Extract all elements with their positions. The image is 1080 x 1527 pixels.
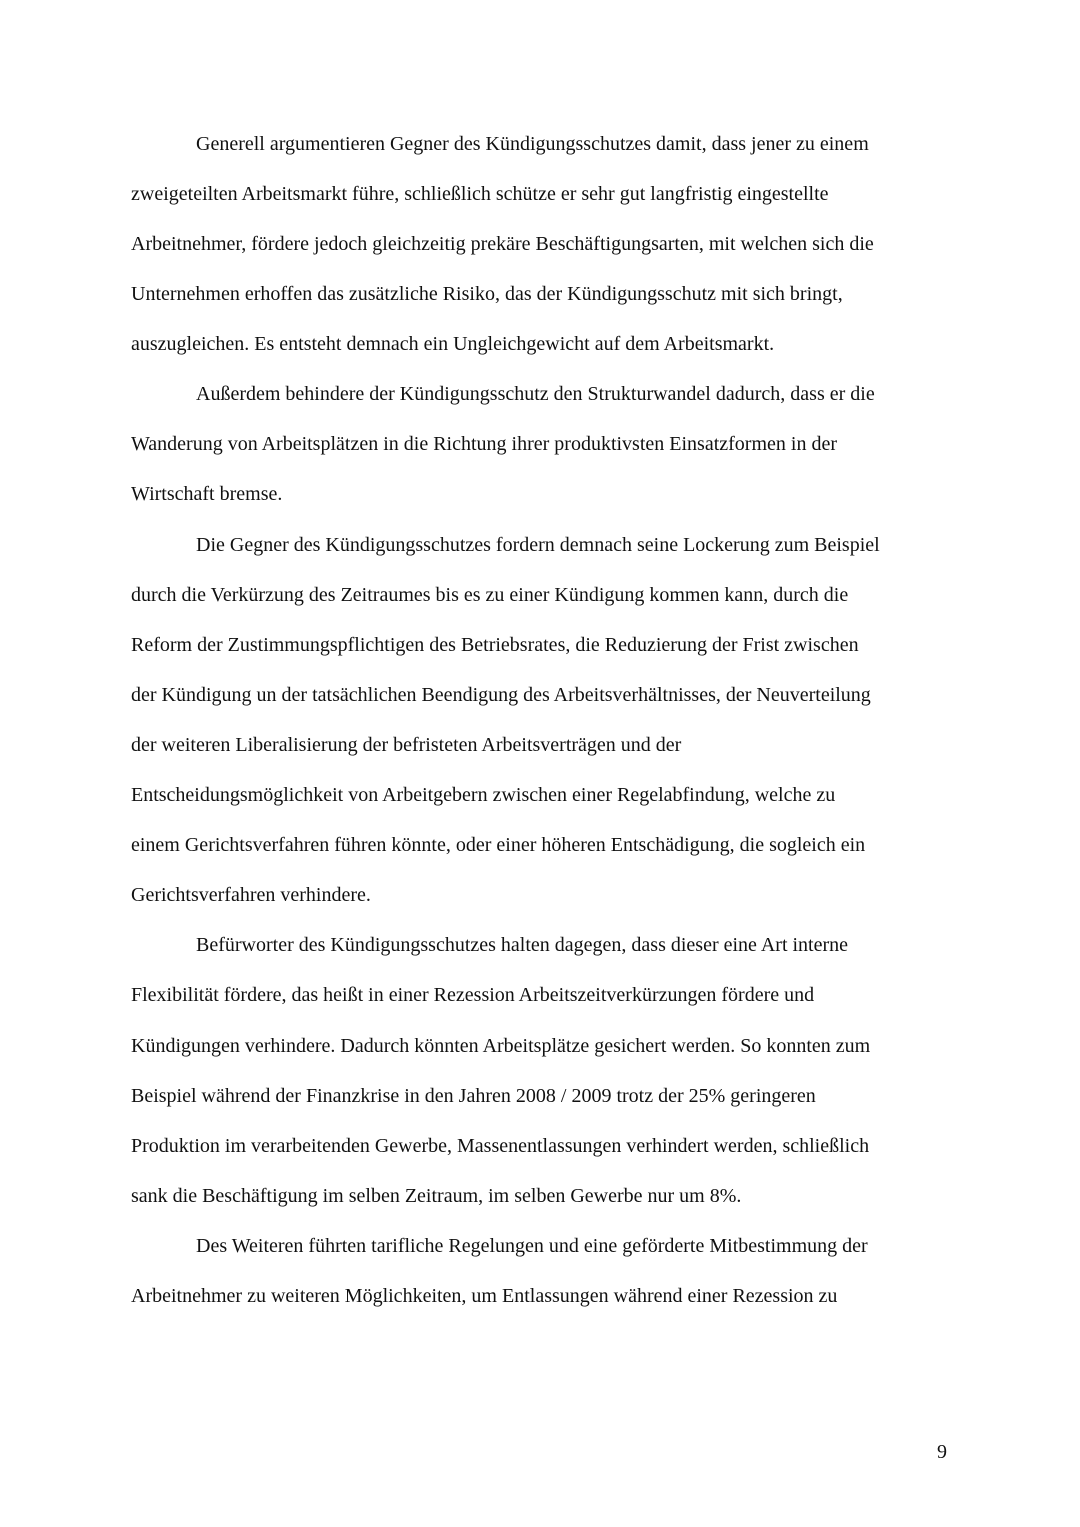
text-line: Wirtschaft bremse.	[131, 483, 283, 505]
text-line: Befürworter des Kündigungsschutzes halten dagegen, dass dieser eine Art interne	[196, 934, 849, 956]
text-line: sank die Beschäftigung im selben Zeitraum, im selben Gewerbe nur um 8%.	[131, 1185, 742, 1207]
text-line: durch die Verkürzung des Zeitraumes bis es zu einer Kündigung kommen kann, durch die	[131, 584, 849, 606]
text-line: Arbeitnehmer zu weiteren Möglichkeiten, um Entlassungen während einer Rezession zu	[131, 1285, 838, 1307]
text-line: der weiteren Liberalisierung der befristeten Arbeitsverträgen und der	[131, 734, 682, 756]
text-line: Gerichtsverfahren verhindere.	[131, 884, 371, 906]
text-line: Des Weiteren führten tarifliche Regelungen und eine geförderte Mitbestimmung der	[196, 1235, 868, 1257]
text-line: Unternehmen erhoffen das zusätzliche Risiko, das der Kündigungsschutz mit sich bringt,	[131, 283, 843, 305]
text-line: Reform der Zustimmungspflichtigen des Betriebsrates, die Reduzierung der Frist zwischen	[131, 634, 859, 656]
text-line: zweigeteilten Arbeitsmarkt führe, schließlich schütze er sehr gut langfristig eingestellte	[131, 183, 829, 205]
text-line: Die Gegner des Kündigungsschutzes fordern demnach seine Lockerung zum Beispiel	[196, 534, 880, 556]
text-line: Arbeitnehmer, fördere jedoch gleichzeitig prekäre Beschäftigungsarten, mit welchen sich die	[131, 233, 874, 255]
text-line: Beispiel während der Finanzkrise in den Jahren 2008 / 2009 trotz der 25% geringeren	[131, 1085, 816, 1107]
text-line: Generell argumentieren Gegner des Kündigungsschutzes damit, dass jener zu einem	[196, 133, 869, 155]
text-line: Kündigungen verhindere. Dadurch könnten Arbeitsplätze gesichert werden. So konnten zum	[131, 1035, 871, 1057]
text-line: auszugleichen. Es entsteht demnach ein Ungleichgewicht auf dem Arbeitsmarkt.	[131, 333, 775, 355]
page-number: 9	[937, 1441, 947, 1463]
text-line: Wanderung von Arbeitsplätzen in die Richtung ihrer produktivsten Einsatzformen in der	[131, 433, 837, 455]
text-line: einem Gerichtsverfahren führen könnte, oder einer höheren Entschädigung, die sogleich ein	[131, 834, 866, 856]
text-line: Außerdem behindere der Kündigungsschutz den Strukturwandel dadurch, dass er die	[196, 383, 875, 405]
text-line: der Kündigung un der tatsächlichen Beendigung des Arbeitsverhältnisses, der Neuverteilung	[131, 684, 871, 706]
text-line: Produktion im verarbeitenden Gewerbe, Massenentlassungen verhindert werden, schließlich	[131, 1135, 870, 1157]
text-line: Flexibilität fördere, das heißt in einer Rezession Arbeitszeitverkürzungen fördere und	[131, 984, 815, 1006]
text-line: Entscheidungsmöglichkeit von Arbeitgebern zwischen einer Regelabfindung, welche zu	[131, 784, 836, 806]
